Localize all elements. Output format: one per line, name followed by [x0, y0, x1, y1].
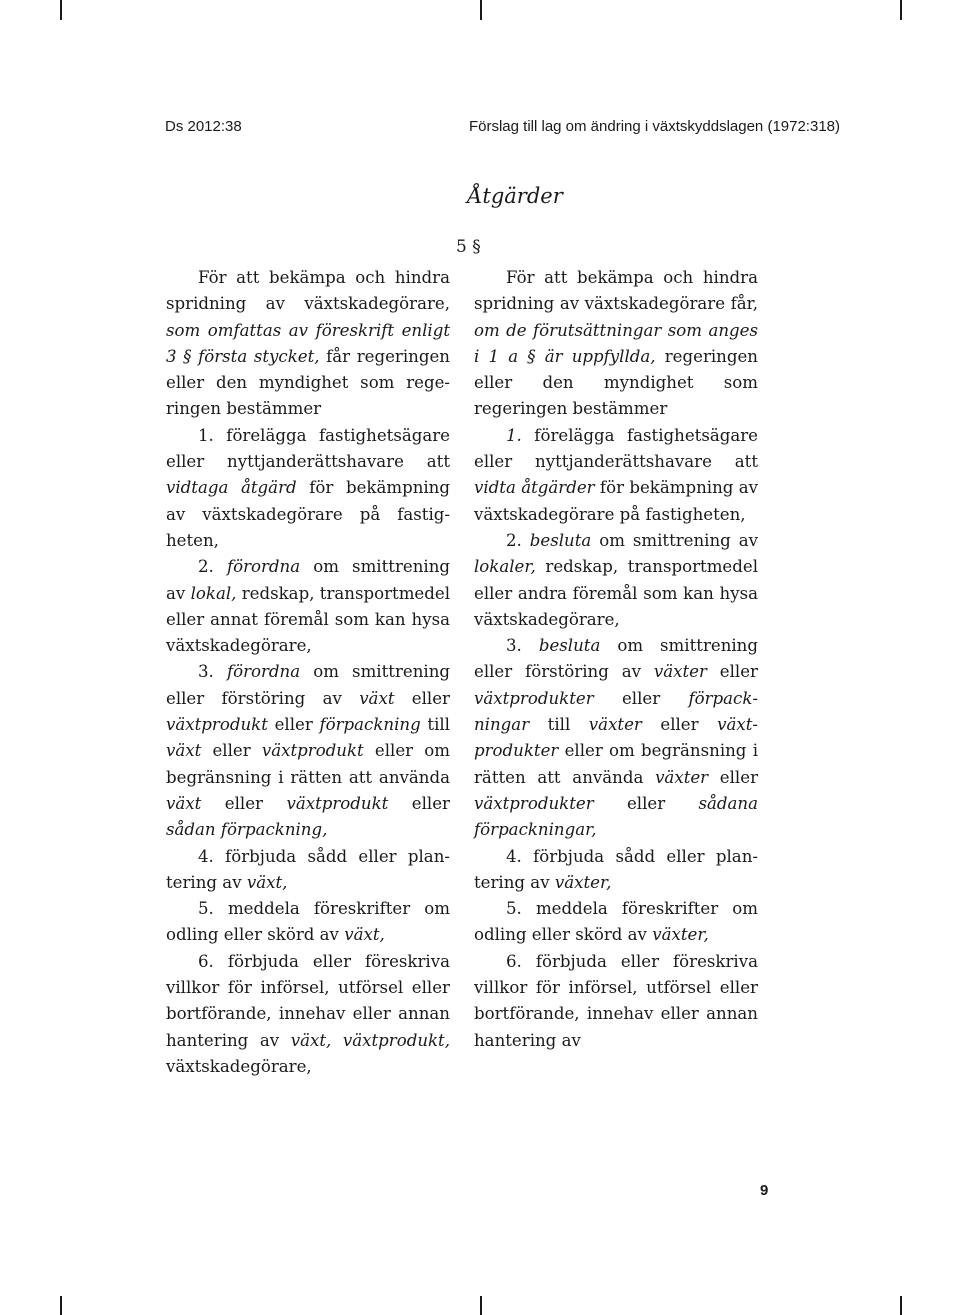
text-run: eller: [641, 715, 718, 735]
text-run: för bekämpning av växtskadegörare på fastigheten,: [166, 478, 450, 550]
text-run: redskap, transportmedel eller annat föremål som kan hysa växtskadegörare,: [166, 583, 451, 656]
italic-text: besluta: [538, 636, 601, 656]
text-run: 3.: [198, 662, 227, 682]
paragraph: [474, 949, 758, 1054]
paragraph: [166, 265, 450, 423]
text-run: 5. meddela föreskrifter om odling eller skörd av: [166, 899, 450, 945]
text-run: 4. förbjuda sådd eller plantering av: [166, 846, 450, 892]
page-number: 9: [760, 1182, 769, 1199]
paragraph: [166, 949, 450, 1080]
crop-mark-top-right: [900, 0, 902, 20]
italic-text: besluta: [529, 530, 592, 550]
italic-text: lokal,: [190, 583, 237, 603]
italic-text: växtprodukter: [474, 793, 594, 813]
italic-text: växter: [653, 662, 707, 682]
italic-text: förordna: [226, 557, 301, 577]
italic-text: växtprodukt: [166, 715, 268, 735]
paragraph: [474, 896, 758, 949]
crop-mark-bottom-right: [900, 1296, 902, 1315]
text-run: 4. förbjuda sådd eller plantering av: [474, 846, 758, 892]
italic-text: växt: [166, 741, 202, 761]
paragraph: [474, 265, 758, 423]
text-run: 2.: [506, 530, 530, 550]
italic-text: sådana förpackningar,: [474, 793, 758, 840]
text-run: till: [420, 715, 450, 735]
paragraph: [166, 896, 450, 949]
text-run: om smittrening eller förstöring av: [166, 662, 451, 708]
italic-text: om de förutsättningar som anges i 1 a § är uppfyllda,: [474, 320, 758, 366]
text-run: För att bekämpa och hindra spridning av växtskadegörare,: [166, 268, 450, 314]
text-run: eller om begränsning i rätten att använda: [474, 741, 758, 787]
text-run: om smittrening av: [591, 530, 758, 550]
italic-text: 1.: [506, 425, 522, 445]
italic-text: förpackningar: [474, 688, 758, 735]
italic-text: förordna: [226, 662, 301, 682]
italic-text: växter: [655, 767, 709, 787]
italic-text: växtprodukt: [261, 741, 364, 761]
text-run: För att bekämpa och hindra spridning av växtskadegörare får,: [474, 268, 758, 314]
italic-text: växt,: [344, 925, 385, 945]
text-run: eller: [201, 793, 287, 813]
italic-text: växter,: [554, 872, 612, 892]
italic-text: växt: [166, 793, 202, 813]
text-run: 1. förelägga fastighetsägare eller nyttjanderättshavare att: [166, 425, 450, 472]
text-run: om smittrening eller förstöring av: [474, 636, 758, 682]
text-run: eller: [706, 662, 758, 682]
text-run: eller om begränsning i rätten att använda: [166, 741, 450, 787]
italic-text: växt, växtprodukt,: [290, 1030, 451, 1050]
italic-text: lokaler,: [474, 557, 536, 577]
text-run: 5. meddela föreskrifter om odling eller skörd av: [474, 899, 758, 945]
text-run: 6. förbjuda eller föreskriva villkor för införsel, utförsel eller bortförande, innehav eller annan hantering av: [474, 951, 758, 1050]
text-run: 6. förbjuda eller föreskriva villkor för införsel, utförsel eller bortförande, innehav eller annan hantering av: [166, 951, 450, 1050]
text-run: eller: [593, 688, 689, 708]
italic-text: växter: [588, 715, 642, 735]
crop-mark-top-left: [60, 0, 62, 20]
italic-text: sådan förpackning,: [166, 820, 328, 840]
paragraph: [474, 528, 758, 633]
paragraph: [474, 844, 758, 897]
paragraph: [166, 423, 450, 554]
paragraph: [474, 423, 758, 528]
text-run: växtskadegörare,: [166, 1056, 312, 1076]
text-run: får regeringen eller den myndighet som regeringen bestämmer: [166, 346, 450, 419]
paragraph: [166, 659, 450, 843]
paragraph: [474, 633, 758, 843]
text-run: redskap, transportmedel eller andra föremål som kan hysa växtskadegörare,: [474, 557, 758, 629]
crop-mark-bottom-left: [60, 1296, 62, 1315]
italic-text: växtprodukter: [474, 688, 594, 708]
text-run: regeringen eller den myndighet som regeringen bestämmer: [474, 346, 758, 419]
proposed-wording-column: [474, 265, 758, 1054]
crop-mark-top-center: [480, 0, 482, 20]
italic-text: växt: [359, 688, 395, 708]
text-run: eller: [394, 688, 450, 708]
header-document-id: Ds 2012:38: [165, 118, 242, 135]
text-run: eller: [708, 767, 758, 787]
current-wording-column: [166, 265, 450, 1080]
text-run: förelägga fastighetsägare eller nyttjanderättshavare att: [474, 425, 758, 472]
text-run: om smittrening av: [166, 557, 451, 603]
header-document-title: Förslag till lag om ändring i växtskyddslagen (1972:318): [468, 118, 840, 135]
text-run: eller: [201, 741, 262, 761]
text-run: eller: [388, 793, 450, 813]
italic-text: som omfattas av föreskrift enligt 3 § första stycket,: [166, 320, 450, 366]
crop-mark-bottom-center: [480, 1296, 482, 1315]
text-run: för bekämpning av växtskadegörare på fastigheten,: [474, 478, 758, 524]
italic-text: vidta åtgärder: [474, 478, 595, 498]
text-run: eller: [593, 793, 699, 813]
paragraph: [166, 554, 450, 659]
italic-text: växt,: [246, 872, 288, 892]
paragraph: [166, 844, 450, 897]
section-heading: Åtgärder: [467, 184, 563, 208]
italic-text: växtprodukter: [474, 715, 758, 761]
italic-text: växtprodukt: [286, 793, 389, 813]
paragraph-mark: 5 §: [456, 237, 481, 257]
text-run: till: [529, 715, 589, 735]
italic-text: växter,: [652, 925, 709, 945]
italic-text: förpackning: [319, 715, 421, 735]
text-run: eller: [267, 715, 320, 735]
text-run: 2.: [198, 557, 227, 577]
italic-text: vidtaga åtgärd: [166, 478, 297, 498]
text-run: 3.: [506, 636, 539, 656]
